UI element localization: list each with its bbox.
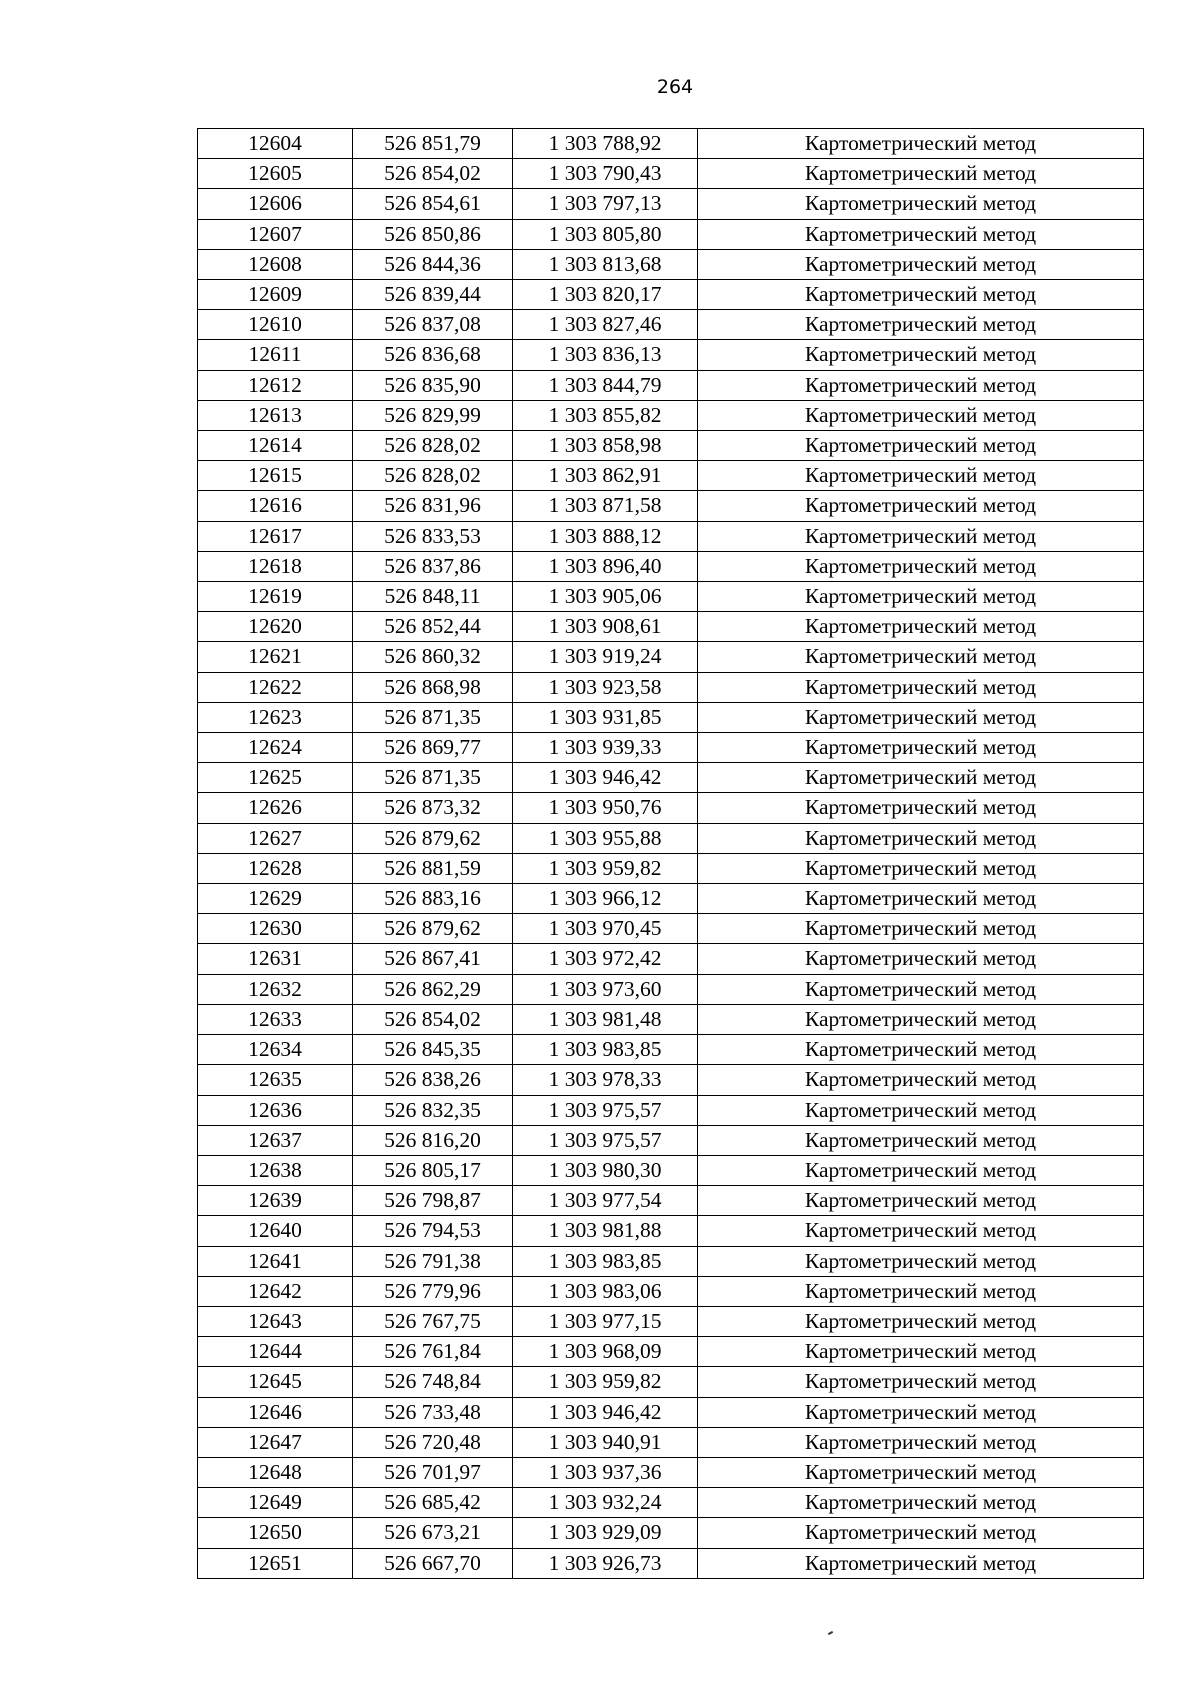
y-coordinate-cell: 1 303 905,06 bbox=[513, 582, 698, 612]
point-number-cell: 12642 bbox=[198, 1276, 353, 1306]
point-number-cell: 12634 bbox=[198, 1035, 353, 1065]
method-cell: Картометрический метод bbox=[698, 129, 1144, 159]
point-number-cell: 12637 bbox=[198, 1125, 353, 1155]
point-number-cell: 12613 bbox=[198, 400, 353, 430]
method-cell: Картометрический метод bbox=[698, 551, 1144, 581]
table-row bbox=[198, 431, 1144, 461]
x-coordinate-cell: 526 837,86 bbox=[353, 551, 513, 581]
point-number-cell: 12644 bbox=[198, 1337, 353, 1367]
point-number-cell: 12622 bbox=[198, 672, 353, 702]
coordinates-table-body bbox=[198, 129, 1144, 1579]
table-row bbox=[198, 1427, 1144, 1457]
table-row bbox=[198, 461, 1144, 491]
table-row bbox=[198, 1125, 1144, 1155]
method-cell: Картометрический метод bbox=[698, 310, 1144, 340]
point-number-cell: 12615 bbox=[198, 461, 353, 491]
x-coordinate-cell: 526 805,17 bbox=[353, 1155, 513, 1185]
method-cell: Картометрический метод bbox=[698, 702, 1144, 732]
y-coordinate-cell: 1 303 820,17 bbox=[513, 280, 698, 310]
method-cell: Картометрический метод bbox=[698, 219, 1144, 249]
y-coordinate-cell: 1 303 959,82 bbox=[513, 1367, 698, 1397]
method-cell: Картометрический метод bbox=[698, 642, 1144, 672]
point-number-cell: 12617 bbox=[198, 521, 353, 551]
point-number-cell: 12610 bbox=[198, 310, 353, 340]
x-coordinate-cell: 526 798,87 bbox=[353, 1186, 513, 1216]
point-number-cell: 12649 bbox=[198, 1488, 353, 1518]
method-cell: Картометрический метод bbox=[698, 582, 1144, 612]
method-cell: Картометрический метод bbox=[698, 280, 1144, 310]
x-coordinate-cell: 526 871,35 bbox=[353, 763, 513, 793]
point-number-cell: 12611 bbox=[198, 340, 353, 370]
point-number-cell: 12645 bbox=[198, 1367, 353, 1397]
table-row bbox=[198, 1065, 1144, 1095]
table-row bbox=[198, 249, 1144, 279]
y-coordinate-cell: 1 303 977,54 bbox=[513, 1186, 698, 1216]
table-row bbox=[198, 1155, 1144, 1185]
y-coordinate-cell: 1 303 977,15 bbox=[513, 1306, 698, 1336]
y-coordinate-cell: 1 303 946,42 bbox=[513, 1397, 698, 1427]
x-coordinate-cell: 526 816,20 bbox=[353, 1125, 513, 1155]
point-number-cell: 12607 bbox=[198, 219, 353, 249]
table-row bbox=[198, 1457, 1144, 1487]
method-cell: Картометрический метод bbox=[698, 521, 1144, 551]
table-row bbox=[198, 189, 1144, 219]
table-row bbox=[198, 702, 1144, 732]
y-coordinate-cell: 1 303 932,24 bbox=[513, 1488, 698, 1518]
table-row bbox=[198, 974, 1144, 1004]
point-number-cell: 12650 bbox=[198, 1518, 353, 1548]
y-coordinate-cell: 1 303 827,46 bbox=[513, 310, 698, 340]
x-coordinate-cell: 526 873,32 bbox=[353, 793, 513, 823]
method-cell: Картометрический метод bbox=[698, 672, 1144, 702]
point-number-cell: 12651 bbox=[198, 1548, 353, 1578]
x-coordinate-cell: 526 883,16 bbox=[353, 884, 513, 914]
method-cell: Картометрический метод bbox=[698, 1306, 1144, 1336]
method-cell: Картометрический метод bbox=[698, 1518, 1144, 1548]
y-coordinate-cell: 1 303 940,91 bbox=[513, 1427, 698, 1457]
table-row bbox=[198, 1246, 1144, 1276]
table-row bbox=[198, 159, 1144, 189]
x-coordinate-cell: 526 867,41 bbox=[353, 944, 513, 974]
table-row bbox=[198, 853, 1144, 883]
point-number-cell: 12625 bbox=[198, 763, 353, 793]
x-coordinate-cell: 526 836,68 bbox=[353, 340, 513, 370]
point-number-cell: 12643 bbox=[198, 1306, 353, 1336]
table-row bbox=[198, 823, 1144, 853]
y-coordinate-cell: 1 303 858,98 bbox=[513, 431, 698, 461]
x-coordinate-cell: 526 839,44 bbox=[353, 280, 513, 310]
x-coordinate-cell: 526 761,84 bbox=[353, 1337, 513, 1367]
x-coordinate-cell: 526 838,26 bbox=[353, 1065, 513, 1095]
y-coordinate-cell: 1 303 871,58 bbox=[513, 491, 698, 521]
table-row bbox=[198, 642, 1144, 672]
table-row bbox=[198, 1004, 1144, 1034]
method-cell: Картометрический метод bbox=[698, 884, 1144, 914]
x-coordinate-cell: 526 794,53 bbox=[353, 1216, 513, 1246]
point-number-cell: 12612 bbox=[198, 370, 353, 400]
table-row bbox=[198, 340, 1144, 370]
point-number-cell: 12636 bbox=[198, 1095, 353, 1125]
point-number-cell: 12614 bbox=[198, 431, 353, 461]
x-coordinate-cell: 526 767,75 bbox=[353, 1306, 513, 1336]
method-cell: Картометрический метод bbox=[698, 944, 1144, 974]
table-row bbox=[198, 219, 1144, 249]
x-coordinate-cell: 526 845,35 bbox=[353, 1035, 513, 1065]
x-coordinate-cell: 526 833,53 bbox=[353, 521, 513, 551]
table-row bbox=[198, 884, 1144, 914]
table-row bbox=[198, 1518, 1144, 1548]
point-number-cell: 12624 bbox=[198, 733, 353, 763]
method-cell: Картометрический метод bbox=[698, 823, 1144, 853]
method-cell: Картометрический метод bbox=[698, 1427, 1144, 1457]
point-number-cell: 12630 bbox=[198, 914, 353, 944]
method-cell: Картометрический метод bbox=[698, 1457, 1144, 1487]
point-number-cell: 12627 bbox=[198, 823, 353, 853]
table-row bbox=[198, 1095, 1144, 1125]
x-coordinate-cell: 526 852,44 bbox=[353, 612, 513, 642]
x-coordinate-cell: 526 832,35 bbox=[353, 1095, 513, 1125]
point-number-cell: 12641 bbox=[198, 1246, 353, 1276]
table-row bbox=[198, 914, 1144, 944]
method-cell: Картометрический метод bbox=[698, 370, 1144, 400]
table-row bbox=[198, 1337, 1144, 1367]
scan-mark bbox=[828, 1631, 833, 1635]
y-coordinate-cell: 1 303 788,92 bbox=[513, 129, 698, 159]
point-number-cell: 12648 bbox=[198, 1457, 353, 1487]
table-row bbox=[198, 1488, 1144, 1518]
method-cell: Картометрический метод bbox=[698, 1276, 1144, 1306]
method-cell: Картометрический метод bbox=[698, 1186, 1144, 1216]
page-number: 264 bbox=[656, 76, 694, 98]
y-coordinate-cell: 1 303 931,85 bbox=[513, 702, 698, 732]
x-coordinate-cell: 526 854,61 bbox=[353, 189, 513, 219]
method-cell: Картометрический метод bbox=[698, 1337, 1144, 1367]
point-number-cell: 12620 bbox=[198, 612, 353, 642]
x-coordinate-cell: 526 854,02 bbox=[353, 1004, 513, 1034]
method-cell: Картометрический метод bbox=[698, 1035, 1144, 1065]
method-cell: Картометрический метод bbox=[698, 1367, 1144, 1397]
method-cell: Картометрический метод bbox=[698, 1095, 1144, 1125]
point-number-cell: 12638 bbox=[198, 1155, 353, 1185]
method-cell: Картометрический метод bbox=[698, 1155, 1144, 1185]
method-cell: Картометрический метод bbox=[698, 1004, 1144, 1034]
method-cell: Картометрический метод bbox=[698, 853, 1144, 883]
method-cell: Картометрический метод bbox=[698, 340, 1144, 370]
point-number-cell: 12639 bbox=[198, 1186, 353, 1216]
table-row bbox=[198, 1306, 1144, 1336]
table-row bbox=[198, 491, 1144, 521]
point-number-cell: 12606 bbox=[198, 189, 353, 219]
point-number-cell: 12632 bbox=[198, 974, 353, 1004]
table-row bbox=[198, 793, 1144, 823]
y-coordinate-cell: 1 303 937,36 bbox=[513, 1457, 698, 1487]
method-cell: Картометрический метод bbox=[698, 914, 1144, 944]
y-coordinate-cell: 1 303 919,24 bbox=[513, 642, 698, 672]
x-coordinate-cell: 526 829,99 bbox=[353, 400, 513, 430]
method-cell: Картометрический метод bbox=[698, 1065, 1144, 1095]
method-cell: Картометрический метод bbox=[698, 793, 1144, 823]
y-coordinate-cell: 1 303 844,79 bbox=[513, 370, 698, 400]
table-row bbox=[198, 1216, 1144, 1246]
point-number-cell: 12640 bbox=[198, 1216, 353, 1246]
table-row bbox=[198, 280, 1144, 310]
point-number-cell: 12618 bbox=[198, 551, 353, 581]
table-row bbox=[198, 582, 1144, 612]
y-coordinate-cell: 1 303 955,88 bbox=[513, 823, 698, 853]
y-coordinate-cell: 1 303 946,42 bbox=[513, 763, 698, 793]
point-number-cell: 12629 bbox=[198, 884, 353, 914]
method-cell: Картометрический метод bbox=[698, 612, 1144, 642]
table-row bbox=[198, 672, 1144, 702]
table-row bbox=[198, 612, 1144, 642]
y-coordinate-cell: 1 303 980,30 bbox=[513, 1155, 698, 1185]
method-cell: Картометрический метод bbox=[698, 974, 1144, 1004]
x-coordinate-cell: 526 879,62 bbox=[353, 914, 513, 944]
point-number-cell: 12631 bbox=[198, 944, 353, 974]
method-cell: Картометрический метод bbox=[698, 400, 1144, 430]
table-row bbox=[198, 763, 1144, 793]
point-number-cell: 12633 bbox=[198, 1004, 353, 1034]
method-cell: Картометрический метод bbox=[698, 763, 1144, 793]
x-coordinate-cell: 526 837,08 bbox=[353, 310, 513, 340]
point-number-cell: 12616 bbox=[198, 491, 353, 521]
method-cell: Картометрический метод bbox=[698, 431, 1144, 461]
y-coordinate-cell: 1 303 805,80 bbox=[513, 219, 698, 249]
point-number-cell: 12626 bbox=[198, 793, 353, 823]
y-coordinate-cell: 1 303 975,57 bbox=[513, 1095, 698, 1125]
point-number-cell: 12609 bbox=[198, 280, 353, 310]
y-coordinate-cell: 1 303 978,33 bbox=[513, 1065, 698, 1095]
table-row bbox=[198, 400, 1144, 430]
y-coordinate-cell: 1 303 797,13 bbox=[513, 189, 698, 219]
x-coordinate-cell: 526 851,79 bbox=[353, 129, 513, 159]
x-coordinate-cell: 526 881,59 bbox=[353, 853, 513, 883]
x-coordinate-cell: 526 791,38 bbox=[353, 1246, 513, 1276]
x-coordinate-cell: 526 868,98 bbox=[353, 672, 513, 702]
x-coordinate-cell: 526 667,70 bbox=[353, 1548, 513, 1578]
x-coordinate-cell: 526 871,35 bbox=[353, 702, 513, 732]
x-coordinate-cell: 526 779,96 bbox=[353, 1276, 513, 1306]
x-coordinate-cell: 526 879,62 bbox=[353, 823, 513, 853]
x-coordinate-cell: 526 828,02 bbox=[353, 431, 513, 461]
x-coordinate-cell: 526 844,36 bbox=[353, 249, 513, 279]
point-number-cell: 12605 bbox=[198, 159, 353, 189]
method-cell: Картометрический метод bbox=[698, 1246, 1144, 1276]
x-coordinate-cell: 526 673,21 bbox=[353, 1518, 513, 1548]
y-coordinate-cell: 1 303 896,40 bbox=[513, 551, 698, 581]
table-row bbox=[198, 521, 1144, 551]
method-cell: Картометрический метод bbox=[698, 1548, 1144, 1578]
table-row bbox=[198, 1367, 1144, 1397]
y-coordinate-cell: 1 303 926,73 bbox=[513, 1548, 698, 1578]
point-number-cell: 12635 bbox=[198, 1065, 353, 1095]
table-row bbox=[198, 310, 1144, 340]
method-cell: Картометрический метод bbox=[698, 159, 1144, 189]
table-row bbox=[198, 733, 1144, 763]
table-row bbox=[198, 1276, 1144, 1306]
method-cell: Картометрический метод bbox=[698, 461, 1144, 491]
x-coordinate-cell: 526 828,02 bbox=[353, 461, 513, 491]
point-number-cell: 12621 bbox=[198, 642, 353, 672]
y-coordinate-cell: 1 303 950,76 bbox=[513, 793, 698, 823]
y-coordinate-cell: 1 303 968,09 bbox=[513, 1337, 698, 1367]
method-cell: Картометрический метод bbox=[698, 189, 1144, 219]
point-number-cell: 12604 bbox=[198, 129, 353, 159]
table-row bbox=[198, 129, 1144, 159]
y-coordinate-cell: 1 303 983,85 bbox=[513, 1035, 698, 1065]
point-number-cell: 12623 bbox=[198, 702, 353, 732]
x-coordinate-cell: 526 848,11 bbox=[353, 582, 513, 612]
table-row bbox=[198, 1397, 1144, 1427]
x-coordinate-cell: 526 685,42 bbox=[353, 1488, 513, 1518]
coordinates-table bbox=[197, 128, 1144, 1579]
table-row bbox=[198, 1186, 1144, 1216]
x-coordinate-cell: 526 860,32 bbox=[353, 642, 513, 672]
x-coordinate-cell: 526 831,96 bbox=[353, 491, 513, 521]
point-number-cell: 12628 bbox=[198, 853, 353, 883]
x-coordinate-cell: 526 733,48 bbox=[353, 1397, 513, 1427]
x-coordinate-cell: 526 854,02 bbox=[353, 159, 513, 189]
y-coordinate-cell: 1 303 959,82 bbox=[513, 853, 698, 883]
table-row bbox=[198, 1548, 1144, 1578]
table-row bbox=[198, 551, 1144, 581]
y-coordinate-cell: 1 303 813,68 bbox=[513, 249, 698, 279]
y-coordinate-cell: 1 303 966,12 bbox=[513, 884, 698, 914]
y-coordinate-cell: 1 303 908,61 bbox=[513, 612, 698, 642]
method-cell: Картометрический метод bbox=[698, 1125, 1144, 1155]
point-number-cell: 12619 bbox=[198, 582, 353, 612]
x-coordinate-cell: 526 835,90 bbox=[353, 370, 513, 400]
y-coordinate-cell: 1 303 929,09 bbox=[513, 1518, 698, 1548]
point-number-cell: 12608 bbox=[198, 249, 353, 279]
point-number-cell: 12646 bbox=[198, 1397, 353, 1427]
method-cell: Картометрический метод bbox=[698, 1397, 1144, 1427]
table-row bbox=[198, 370, 1144, 400]
method-cell: Картометрический метод bbox=[698, 1488, 1144, 1518]
method-cell: Картометрический метод bbox=[698, 249, 1144, 279]
y-coordinate-cell: 1 303 862,91 bbox=[513, 461, 698, 491]
table-row bbox=[198, 944, 1144, 974]
x-coordinate-cell: 526 869,77 bbox=[353, 733, 513, 763]
y-coordinate-cell: 1 303 855,82 bbox=[513, 400, 698, 430]
table-row bbox=[198, 1035, 1144, 1065]
y-coordinate-cell: 1 303 970,45 bbox=[513, 914, 698, 944]
y-coordinate-cell: 1 303 790,43 bbox=[513, 159, 698, 189]
method-cell: Картометрический метод bbox=[698, 491, 1144, 521]
x-coordinate-cell: 526 701,97 bbox=[353, 1457, 513, 1487]
point-number-cell: 12647 bbox=[198, 1427, 353, 1457]
y-coordinate-cell: 1 303 983,85 bbox=[513, 1246, 698, 1276]
y-coordinate-cell: 1 303 981,88 bbox=[513, 1216, 698, 1246]
x-coordinate-cell: 526 850,86 bbox=[353, 219, 513, 249]
method-cell: Картометрический метод bbox=[698, 733, 1144, 763]
y-coordinate-cell: 1 303 983,06 bbox=[513, 1276, 698, 1306]
y-coordinate-cell: 1 303 836,13 bbox=[513, 340, 698, 370]
y-coordinate-cell: 1 303 888,12 bbox=[513, 521, 698, 551]
y-coordinate-cell: 1 303 923,58 bbox=[513, 672, 698, 702]
y-coordinate-cell: 1 303 975,57 bbox=[513, 1125, 698, 1155]
x-coordinate-cell: 526 862,29 bbox=[353, 974, 513, 1004]
y-coordinate-cell: 1 303 973,60 bbox=[513, 974, 698, 1004]
y-coordinate-cell: 1 303 939,33 bbox=[513, 733, 698, 763]
y-coordinate-cell: 1 303 972,42 bbox=[513, 944, 698, 974]
x-coordinate-cell: 526 748,84 bbox=[353, 1367, 513, 1397]
method-cell: Картометрический метод bbox=[698, 1216, 1144, 1246]
y-coordinate-cell: 1 303 981,48 bbox=[513, 1004, 698, 1034]
x-coordinate-cell: 526 720,48 bbox=[353, 1427, 513, 1457]
